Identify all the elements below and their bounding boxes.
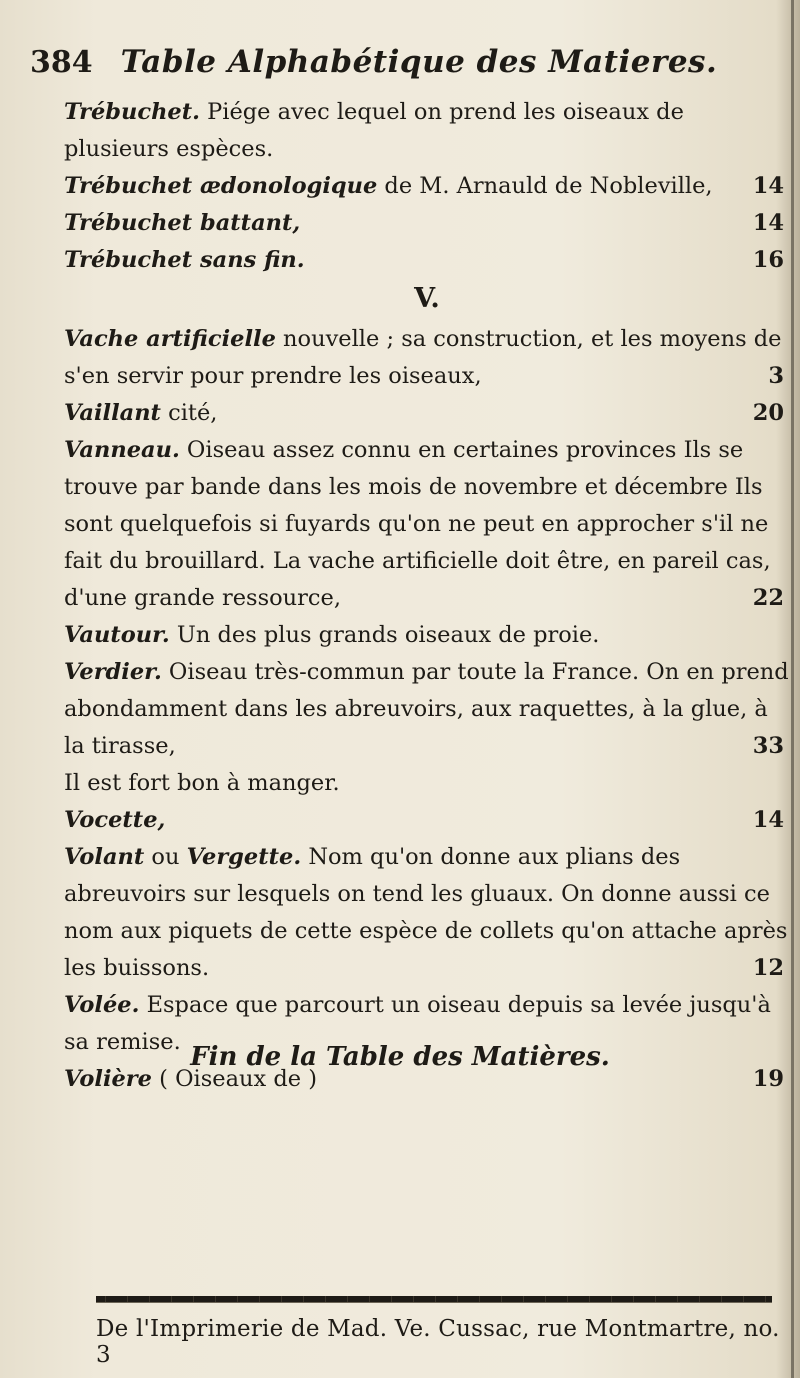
index-entry <box>64 205 790 242</box>
page-header <box>30 44 790 94</box>
index-entry <box>64 765 790 802</box>
entry-head: Vache artificielle <box>64 326 276 352</box>
entry-text: Il est fort bon à manger. <box>64 770 340 796</box>
section-letter: V. <box>414 283 440 314</box>
entry-head: Verdier. <box>64 659 162 685</box>
binding-edge <box>791 0 794 1378</box>
entry-page-ref: 14 <box>752 210 784 236</box>
index-entry <box>64 168 790 205</box>
entry-head: Vaillant <box>64 400 161 426</box>
entry-page-ref: 33 <box>752 733 784 759</box>
index-entry <box>64 321 790 395</box>
index-entry <box>64 654 790 765</box>
entry-page-ref: 3 <box>768 363 784 389</box>
index-entry <box>64 839 790 987</box>
entry-text-cont: Nom qu'on donne aux plians des abreuvoirs sur lesquels on tend les gluaux. On donne aussi ce nom aux piquets de cette espèce de collets qu'on attache après les buissons. <box>64 844 788 981</box>
imprint-line: De l'Imprimerie de Mad. Ve. Cussac, rue Montmartre, no. 3 <box>96 1316 780 1368</box>
entry-text: ( Oiseaux de ) <box>151 1066 317 1092</box>
entry-head-alt: Vergette. <box>186 844 302 870</box>
index-entry <box>64 617 790 654</box>
end-of-table: Fin de la Table des Matières. <box>190 1042 610 1072</box>
index-entry <box>64 802 790 839</box>
entry-page-ref: 14 <box>752 173 784 199</box>
entry-text: nouvelle ; sa construction, et les moyens de s'en servir pour prendre les oiseaux, <box>64 326 782 389</box>
index-entry <box>64 94 790 168</box>
entry-page-ref: 19 <box>752 1066 784 1092</box>
entry-head: Vautour. <box>64 622 170 648</box>
entry-page-ref: 20 <box>752 400 784 426</box>
entry-head: Volée. <box>64 992 140 1018</box>
running-title: Table Alphabétique des Matieres. <box>120 44 718 80</box>
decorative-rule <box>96 1296 772 1303</box>
entry-text: ou <box>144 844 187 870</box>
entry-head: Volant <box>64 844 145 870</box>
entry-head: Vanneau. <box>64 437 180 463</box>
entry-text: de M. Arnauld de Nobleville, <box>377 173 713 199</box>
index-entries <box>64 94 790 1098</box>
entry-head: Volière <box>64 1066 152 1092</box>
entry-head: Trébuchet. <box>64 99 200 125</box>
entry-text: Espace que parcourt un oiseau depuis sa levée jusqu'à sa remise. <box>64 992 771 1055</box>
entry-text: Oiseau assez connu en certaines provinces Ils se trouve par bande dans les mois de novembre et décembre Ils sont quelquefois si fuyards qu'on ne peut en approcher s'il ne fait du brouillard. La vache artificielle doit être, en pareil cas, d'une grande ressource, <box>64 437 771 611</box>
entry-head: Vocette, <box>64 807 166 833</box>
index-entry <box>64 432 790 617</box>
entry-text: Un des plus grands oiseaux de proie. <box>169 622 600 648</box>
index-entry <box>64 395 790 432</box>
entry-head: Trébuchet sans fin. <box>64 247 305 273</box>
entry-text: cité, <box>160 400 218 426</box>
entry-text: Oiseau très-commun par toute la France. On en prend abondamment dans les abreuvoirs, aux raquettes, à la glue, à la tirasse, <box>64 659 789 759</box>
entry-page-ref: 22 <box>752 585 784 611</box>
entry-head: Trébuchet battant, <box>64 210 301 236</box>
entry-page-ref: 14 <box>752 807 784 833</box>
entry-page-ref: 12 <box>752 955 784 981</box>
entry-text: Piége avec lequel on prend les oiseaux de plusieurs espèces. <box>64 99 684 162</box>
entry-page-ref: 16 <box>752 247 784 273</box>
entry-head: Trébuchet ædonologique <box>64 173 378 199</box>
index-entry <box>64 242 790 279</box>
page-number: 384 <box>30 45 93 80</box>
